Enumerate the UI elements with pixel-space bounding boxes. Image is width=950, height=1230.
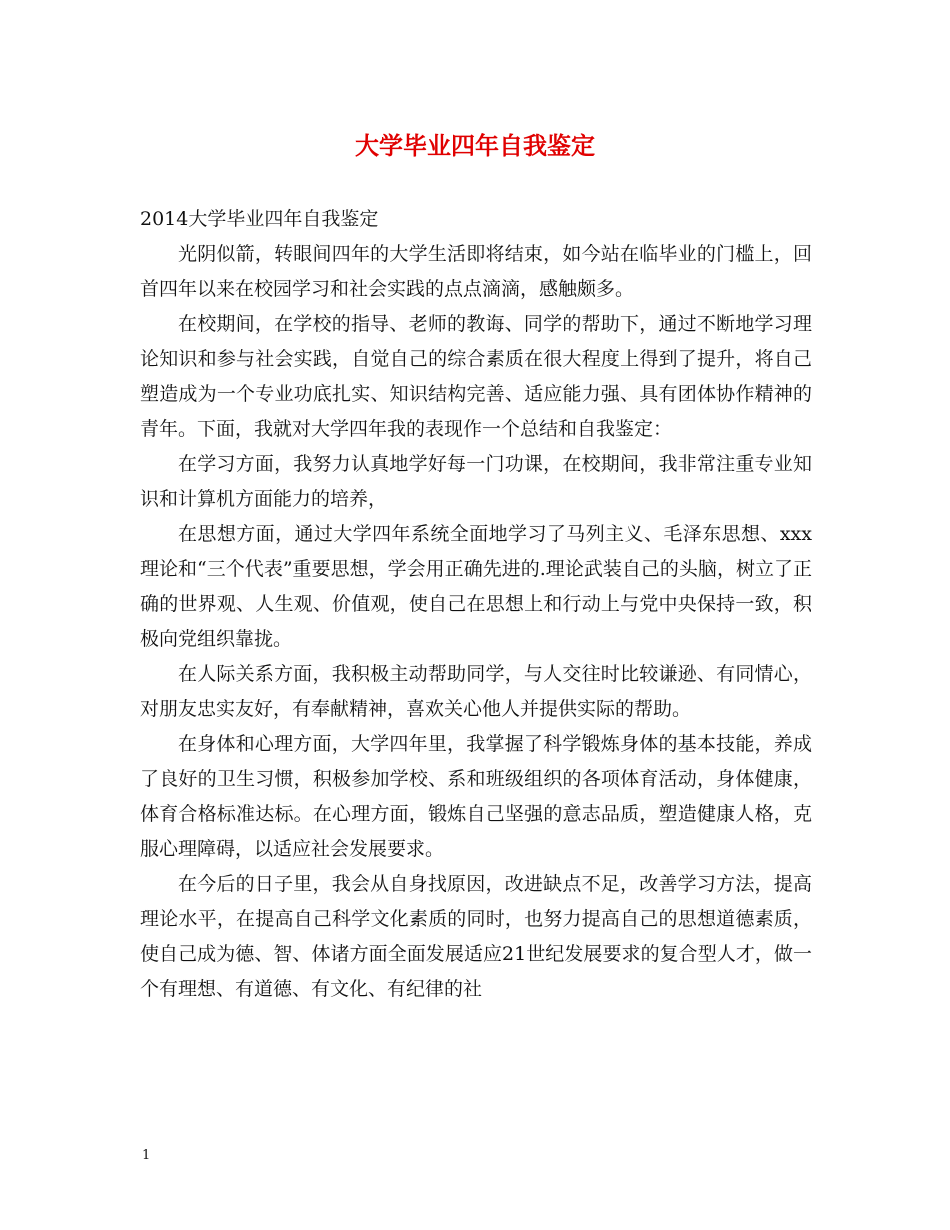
document-title: 大学毕业四年自我鉴定 xyxy=(355,131,595,160)
paragraph: 在身体和心理方面，大学四年里，我掌握了科学锻炼身体的基本技能，养成了良好的卫生习惯，积极参加学校、系和班级组织的各项体育活动，身体健康，体育合格标准达标。在心理方面，锻炼自己坚强的意志品质，塑造健康人格，克服心理障碍，以适应社会发展要求。 xyxy=(140,733,812,860)
paragraph: 在今后的日子里，我会从自身找原因，改进缺点不足，改善学习方法，提高理论水平，在提高自己科学文化素质的同时，也努力提高自己的思想道德素质，使自己成为德、智、体诸方面全面发展适应21世纪发展要求的复合型人才，做一个有理想、有道德、有文化、有纪律的社 xyxy=(140,873,812,1000)
document-subtitle: 2014大学毕业四年自我鉴定 xyxy=(140,208,379,230)
paragraph: 在人际关系方面，我积极主动帮助同学，与人交往时比较谦逊、有同情心，对朋友忠实友好，有奉献精神，喜欢关心他人并提供实际的帮助。 xyxy=(140,663,812,720)
paragraph: 在学习方面，我努力认真地学好每一门功课，在校期间，我非常注重专业知识和计算机方面能力的培养， xyxy=(140,453,812,510)
paragraph: 在校期间，在学校的指导、老师的教诲、同学的帮助下，通过不断地学习理论知识和参与社会实践，自觉自己的综合素质在很大程度上得到了提升，将自己塑造成为一个专业功底扎实、知识结构完善、适应能力强、具有团体协作精神的青年。下面，我就对大学四年我的表现作一个总结和自我鉴定： xyxy=(140,313,812,440)
page-number: 1 xyxy=(142,1148,151,1163)
paragraph: 在思想方面，通过大学四年系统全面地学习了马列主义、毛泽东思想、xxx理论和“三个代表”重要思想，学会用正确先进的.理论武装自己的头脑，树立了正确的世界观、人生观、价值观，使自己在思想上和行动上与党中央保持一致，积极向党组织靠拢。 xyxy=(140,523,812,650)
paragraph: 光阴似箭，转眼间四年的大学生活即将结束，如今站在临毕业的门槛上，回首四年以来在校园学习和社会实践的点点滴滴，感触颇多。 xyxy=(140,243,812,300)
document-body xyxy=(140,202,812,1007)
